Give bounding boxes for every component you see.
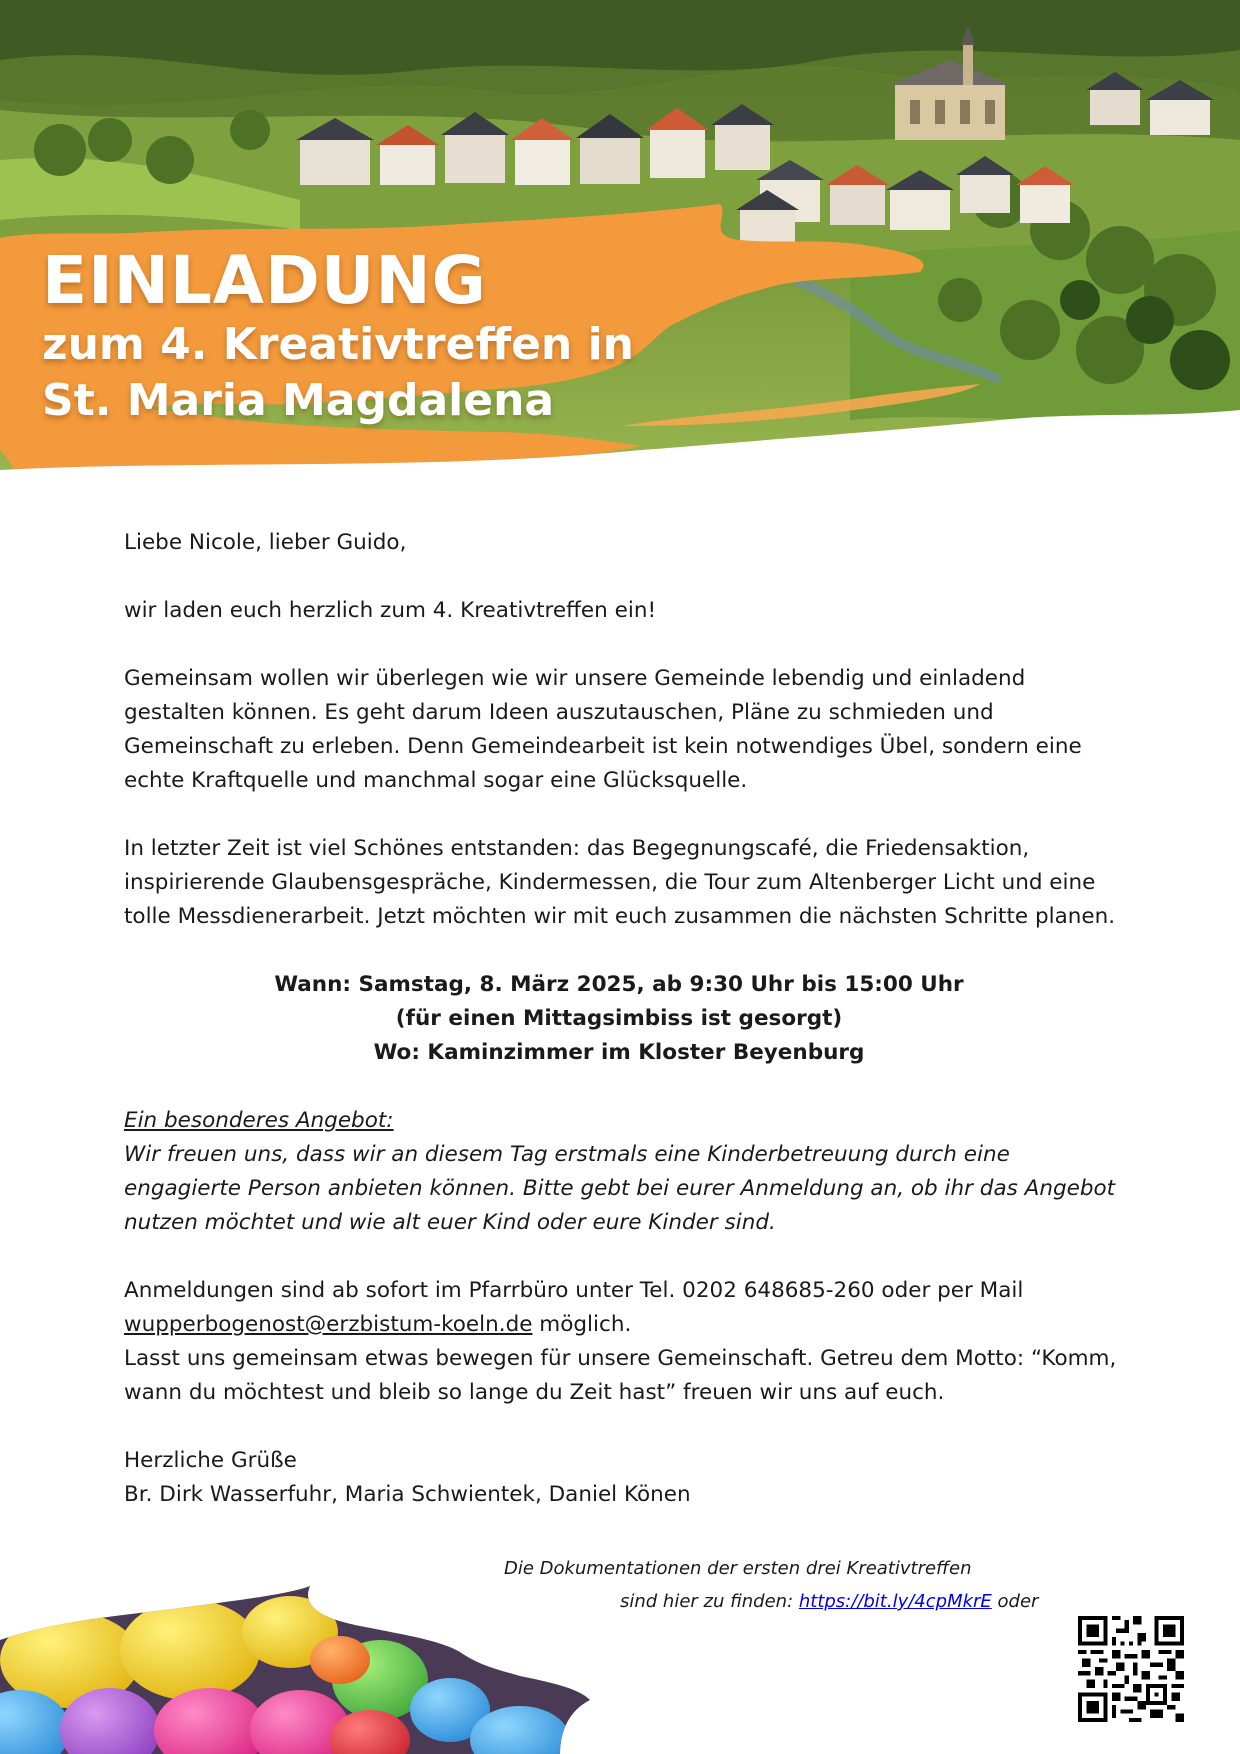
paragraph-achievements: In letzter Zeit ist viel Schönes entstanden: das Begegnungscafé, die Friedensaktion, inspirierende Glaubensgespräche, Kindermessen, die Tour zum Altenberger Licht und eine tolle Messdienerarbeit. Jetzt möchten wir mit euch zusammen die nächsten Schritte planen. xyxy=(124,836,1116,929)
offer-text: Wir freuen uns, dass wir an diesem Tag erstmals eine Kinderbetreuung durch eine engagierte Person anbieten können. Bitte gebt bei eurer Anmeldung an, ob ihr das Angebot nutzen möchtet und wie alt euer Kind oder eure Kinder sind. xyxy=(124,1142,1116,1235)
motto-text: Lasst uns gemeinsam etwas bewegen für unsere Gemeinschaft. Getreu dem Motto: “Komm, wann du möchtest und bleib so lange du Zeit hast” freuen wir uns auf euch. xyxy=(124,1346,1117,1405)
documentation-line1: Die Dokumentationen der ersten drei Kreativtreffen xyxy=(504,1558,972,1579)
email-link[interactable]: wupperbogenost@erzbistum-koeln.de xyxy=(124,1312,533,1337)
documentation-prefix: sind hier zu finden: xyxy=(620,1591,799,1612)
header-photo xyxy=(0,0,1240,520)
event-details xyxy=(114,968,1124,1070)
headline-subtitle-line1: zum 4. Kreativtreffen in xyxy=(42,319,634,370)
paragraph-purpose: Gemeinsam wollen wir überlegen wie wir unsere Gemeinde lebendig und einladend gestalten können. Es geht darum Ideen auszutauschen, Pläne zu schmieden und Gemeinschaft zu erleben. Denn Gemeindearbeit ist kein notwendiges Übel, sondern eine echte Kraftquelle und manchmal sogar eine Glücksquelle. xyxy=(124,666,1082,793)
registration-section xyxy=(124,1274,1124,1410)
closing: Herzliche Grüße xyxy=(124,1448,297,1473)
headline-title: EINLADUNG xyxy=(42,242,487,319)
offer-section xyxy=(124,1104,1124,1240)
headline-subtitle-line2: St. Maria Magdalena xyxy=(42,375,555,426)
intro: wir laden euch herzlich zum 4. Kreativtreffen ein! xyxy=(124,598,657,623)
registration-text: Anmeldungen sind ab sofort im Pfarrbüro unter Tel. 0202 648685-260 oder per Mail xyxy=(124,1278,1024,1303)
event-where: Wo: Kaminzimmer im Kloster Beyenburg xyxy=(373,1040,865,1065)
event-when: Wann: Samstag, 8. März 2025, ab 9:30 Uhr bis 15:00 Uhr xyxy=(274,972,964,997)
documentation-suffix: oder xyxy=(991,1591,1039,1612)
offer-heading: Ein besonderes Angebot: xyxy=(124,1108,394,1133)
qr-code[interactable] xyxy=(1078,1616,1184,1722)
headline xyxy=(42,242,762,429)
documentation-link[interactable]: https://bit.ly/4cpMkrE xyxy=(798,1591,992,1612)
letter-body xyxy=(124,526,1124,1546)
colorful-candy-eggs-image xyxy=(0,1580,600,1754)
registration-end: möglich. xyxy=(532,1312,632,1337)
signatures: Br. Dirk Wasserfuhr, Maria Schwientek, Daniel Könen xyxy=(124,1482,691,1507)
event-lunch-note: (für einen Mittagsimbiss ist gesorgt) xyxy=(395,1006,843,1031)
greeting: Liebe Nicole, lieber Guido, xyxy=(124,530,407,555)
closing-section xyxy=(124,1444,1124,1512)
